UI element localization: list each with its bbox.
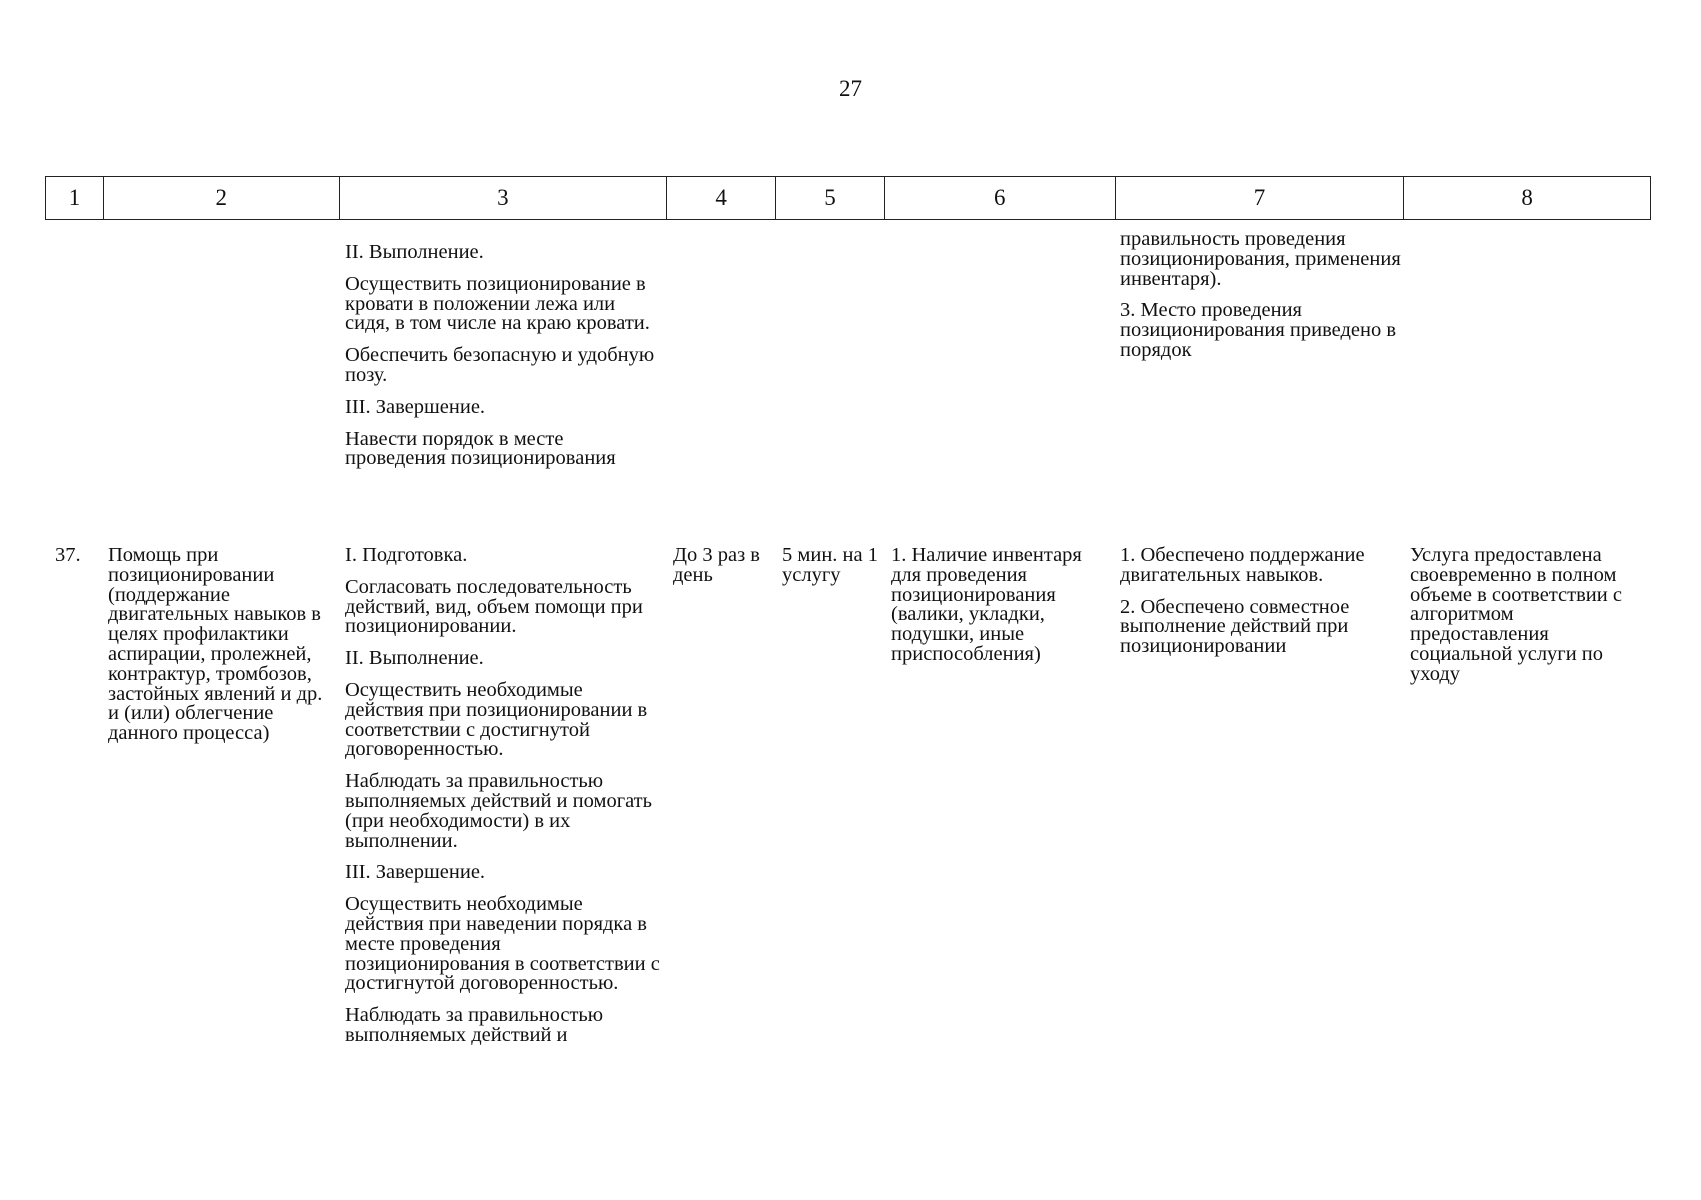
procedure-step: Обеспечить безопасную и удобную позу. bbox=[345, 344, 655, 386]
service-name: Помощь при позиционировании (поддержание двигательных навыков в целях профилактики аспирации, пролежней, контрактур, тромбозов, застойных явлений и др. и (или) облегчение данного процесса) bbox=[108, 544, 323, 745]
row-number: 37. bbox=[55, 544, 81, 566]
procedure-step: Осуществить позиционирование в кровати в положении лежа или сидя, в том числе на краю кровати. bbox=[345, 272, 650, 335]
quality-cell: Услуга предоставлена своевременно в полном объеме в соответствии с алгоритмом предоставления социальной услуги по уходу bbox=[1410, 544, 1622, 685]
result-item: правильность проведения позиционирования, применения инвентаря). bbox=[1120, 228, 1401, 290]
column-header-4: 4 bbox=[667, 177, 776, 219]
results-cell bbox=[1120, 546, 1405, 657]
procedure-cell bbox=[345, 546, 665, 1046]
conditions-cell: 1. Наличие инвентаря для проведения позиционирования (валики, укладки, подушки, иные приспособления) bbox=[891, 544, 1082, 665]
procedure-step: III. Завершение. bbox=[345, 861, 486, 884]
result-item: 3. Место проведения позиционирования приведено в порядок bbox=[1120, 299, 1397, 361]
procedure-step: Осуществить необходимые действия при наведении порядка в месте проведения позиционирования в соответствии с достигнутой договоренностью. bbox=[345, 893, 660, 995]
duration-cell: 5 мин. на 1 услугу bbox=[782, 544, 878, 586]
column-header-2: 2 bbox=[104, 177, 340, 219]
table-header-row bbox=[45, 176, 1651, 220]
column-header-8: 8 bbox=[1521, 185, 1533, 210]
column-header-5: 5 bbox=[776, 177, 885, 219]
column-header-7: 7 bbox=[1116, 177, 1405, 219]
result-item: 2. Обеспечено совместное выполнение действий при позиционировании bbox=[1120, 595, 1350, 658]
column-header-1: 1 bbox=[46, 177, 104, 219]
column-header-6: 6 bbox=[885, 177, 1116, 219]
procedure-step: Наблюдать за правильностью выполняемых действий и bbox=[345, 1004, 604, 1046]
procedure-step: Навести порядок в месте проведения позиционирования bbox=[345, 427, 616, 470]
continuation-procedure-cell bbox=[345, 243, 665, 469]
procedure-step: II. Выполнение. bbox=[345, 241, 484, 263]
procedure-step: II. Выполнение. bbox=[345, 647, 484, 670]
continuation-results-cell bbox=[1120, 230, 1410, 361]
frequency-cell: До 3 раз в день bbox=[673, 544, 760, 586]
procedure-step: Наблюдать за правильностью выполняемых действий и помогать (при необходимости) в их выполнении. bbox=[345, 770, 652, 852]
procedure-step: III. Завершение. bbox=[345, 395, 486, 418]
procedure-step: Согласовать последовательность действий, вид, объем помощи при позиционировании. bbox=[345, 575, 643, 638]
page-number: 27 bbox=[839, 76, 862, 101]
result-item: 1. Обеспечено поддержание двигательных навыков. bbox=[1120, 544, 1365, 586]
column-header-3: 3 bbox=[340, 177, 668, 219]
procedure-step: I. Подготовка. bbox=[345, 544, 468, 566]
procedure-step: Осуществить необходимые действия при позиционировании в соответствии с достигнутой договоренностью. bbox=[345, 678, 648, 761]
